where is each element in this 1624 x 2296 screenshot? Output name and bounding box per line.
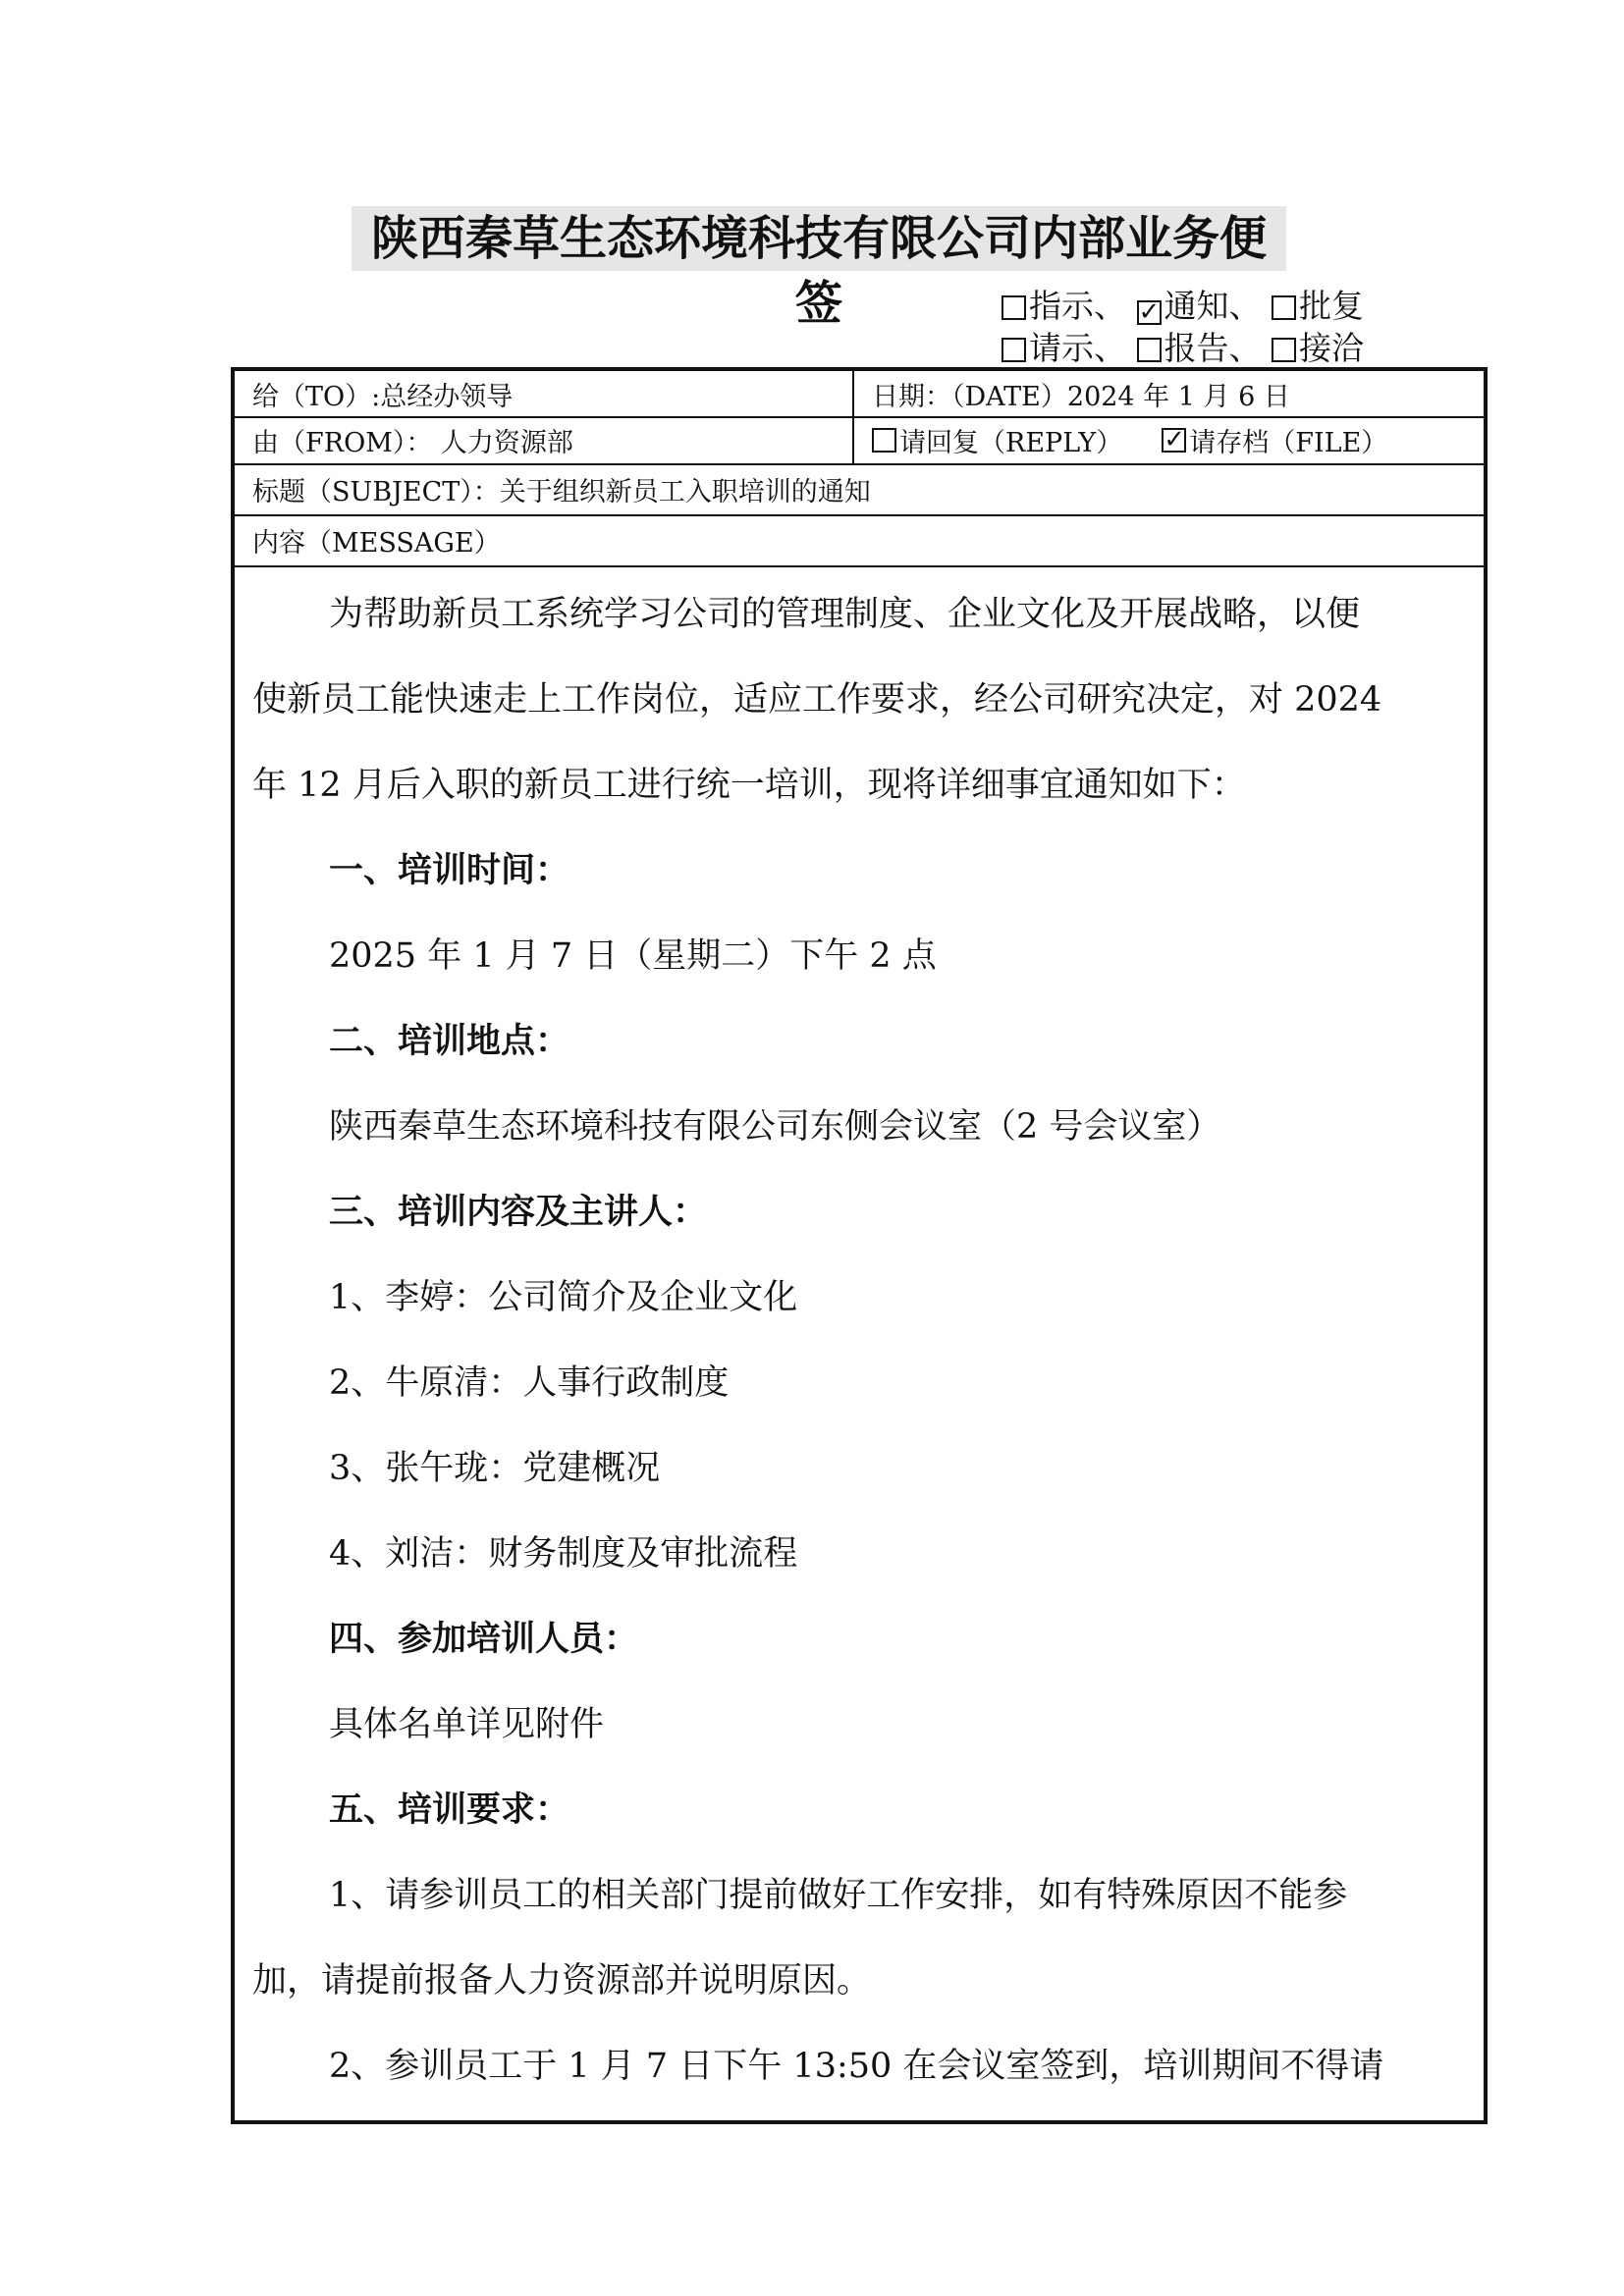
separator: 、 — [1094, 287, 1126, 325]
intro-line-1: 为帮助新员工系统学习公司的管理制度、企业文化及开展战略，以便 — [329, 595, 1361, 634]
requirement-1-line-1: 1、请参训员工的相关部门提前做好工作安排，如有特殊原因不能参 — [329, 1876, 1348, 1915]
section-heading-location: 二、培训地点： — [329, 1022, 570, 1061]
section-heading-requirements: 五、培训要求： — [329, 1790, 570, 1830]
checkbox-contact[interactable] — [1272, 338, 1296, 362]
memo-type-row-2 — [1001, 327, 1364, 369]
from-field: 由（FROM）： 人力资源部 — [252, 427, 573, 458]
memo-type-approval: 批复 — [1299, 287, 1364, 325]
reply-label: 请回复（REPLY） — [899, 427, 1123, 458]
memo-type-instruction: 指示 — [1029, 287, 1094, 325]
subject-field: 标题（SUBJECT）：关于组织新员工入职培训的通知 — [252, 476, 871, 507]
memo-type-report: 报告 — [1164, 329, 1229, 367]
checkbox-instruction[interactable] — [1001, 295, 1026, 320]
memo-table — [231, 367, 1488, 2124]
memo-type-request: 请示 — [1029, 329, 1094, 367]
file-label: 请存档（FILE） — [1189, 427, 1388, 458]
reply-file-options — [854, 416, 1387, 463]
separator: 、 — [1228, 287, 1262, 325]
message-label-row — [235, 514, 1484, 567]
section-heading-content: 三、培训内容及主讲人： — [329, 1193, 708, 1232]
to-field: 给（TO）:总经办领导 — [252, 381, 514, 412]
intro-line-2: 使新员工能快速走上工作岗位，适应工作要求，经公司研究决定，对 2024 — [252, 680, 1382, 720]
checkbox-reply[interactable] — [872, 428, 896, 453]
checkbox-request[interactable] — [1001, 338, 1026, 362]
section-heading-attendees: 四、参加培训人员： — [329, 1620, 639, 1659]
header-row-to — [235, 371, 1484, 418]
date-field: 日期：（DATE）2024 年 1 月 6 日 — [872, 381, 1290, 412]
memo-type-selector — [1001, 285, 1364, 369]
training-location: 陕西秦草生态环境科技有限公司东侧会议室（2 号会议室） — [329, 1107, 1221, 1147]
attendees-text: 具体名单详见附件 — [329, 1705, 605, 1744]
separator: 、 — [1228, 329, 1262, 367]
subject-row — [235, 463, 1484, 516]
separator: 、 — [1094, 329, 1126, 367]
header-row-from — [235, 416, 1484, 465]
memo-type-row-1 — [1001, 285, 1364, 327]
speaker-item: 2、牛原清：人事行政制度 — [329, 1363, 730, 1403]
section-heading-time: 一、培训时间： — [329, 851, 570, 890]
training-time: 2025 年 1 月 7 日（星期二）下午 2 点 — [329, 936, 937, 976]
memo-type-notice: 通知 — [1164, 287, 1229, 325]
speaker-item: 1、李婷：公司简介及企业文化 — [329, 1278, 798, 1317]
memo-type-contact: 接洽 — [1299, 329, 1364, 367]
intro-line-3: 年 12 月后入职的新员工进行统一培训，现将详细事宜通知如下： — [252, 766, 1246, 805]
checkbox-file-checked[interactable]: ✓ — [1164, 424, 1186, 454]
requirement-1-line-2: 加，请提前报备人力资源部并说明原因。 — [252, 1961, 872, 2001]
speaker-item: 4、刘洁：财务制度及审批流程 — [329, 1534, 798, 1574]
checkbox-report[interactable] — [1137, 338, 1162, 362]
checkbox-approval[interactable] — [1272, 295, 1296, 320]
checkbox-notice-checked[interactable]: ✓ — [1138, 297, 1161, 327]
requirement-2-line-1: 2、参训员工于 1 月 7 日下午 13:50 在会议室签到，培训期间不得请 — [329, 2047, 1384, 2086]
message-label: 内容（MESSAGE） — [252, 527, 501, 559]
document-title: 陕西秦草生态环境科技有限公司内部业务便签 — [352, 206, 1286, 271]
speaker-item: 3、张午珑：党建概况 — [329, 1449, 661, 1488]
